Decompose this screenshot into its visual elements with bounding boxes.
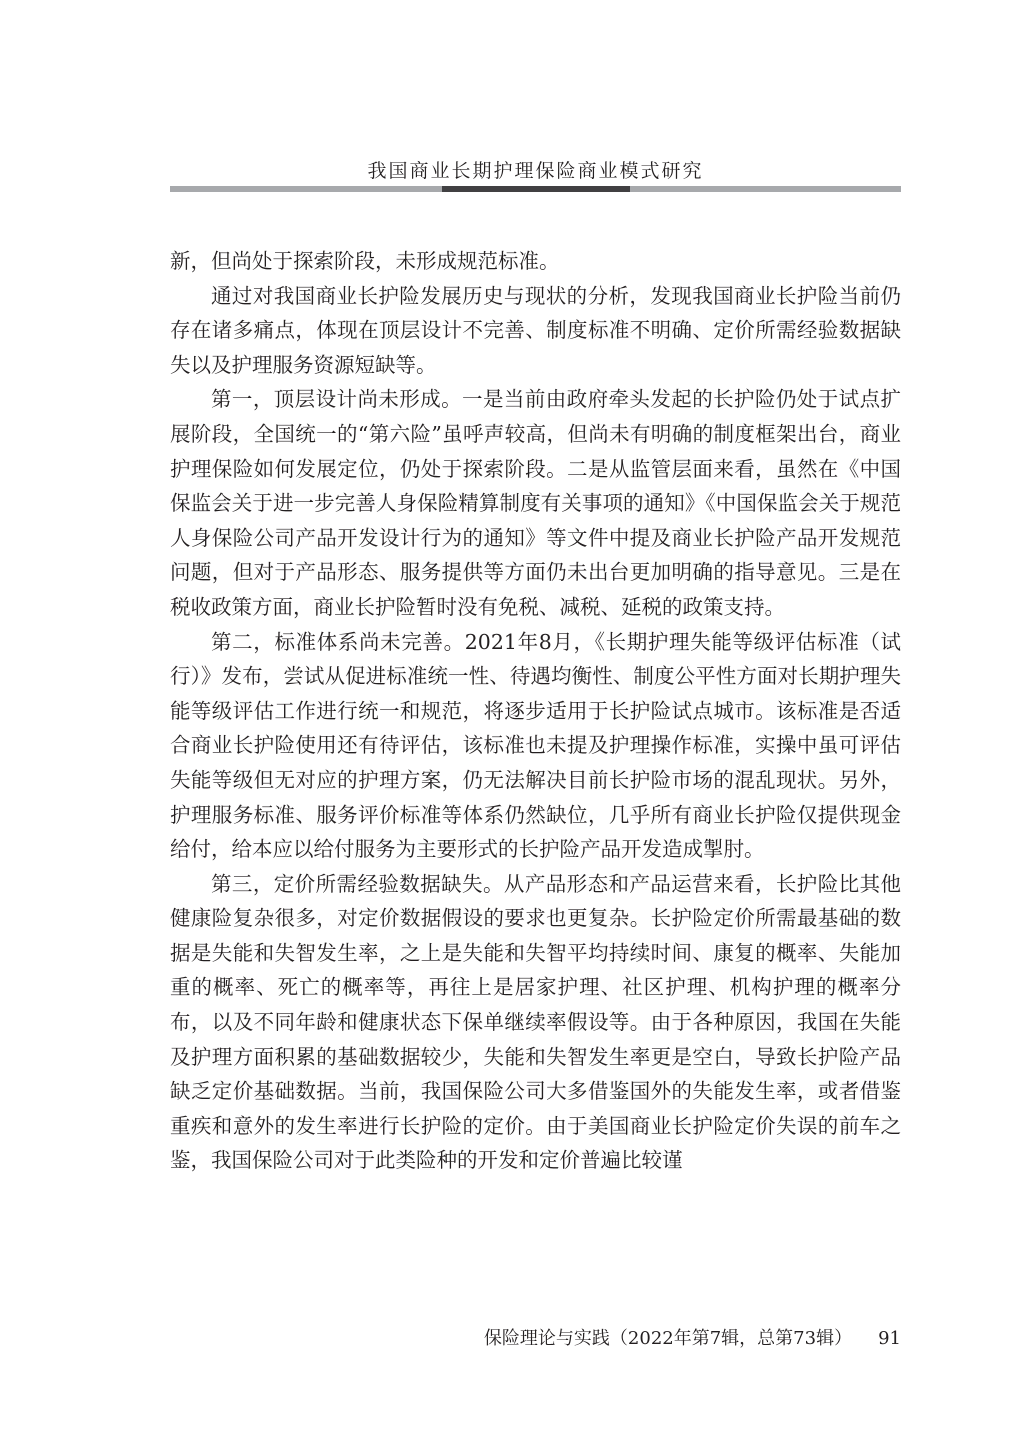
paragraph-pricing-data: 第三，定价所需经验数据缺失。从产品形态和产品运营来看，长护险比其他健康险复杂很多，对定价数据假设的要求也更复杂。长护险定价所需最基础的数据是失能和失智发生率，之上是失能和失智平均持续时间、康复的概率、失能加重的概率、死亡的概率等，再往上是居家护理、社区护理、机构护理的概率分布，以及不同年龄和健康状态下保单继续率假设等。由于各种原因，我国在失能及护理方面积累的基础数据较少，失能和失智发生率更是空白，导致长护险产品缺乏定价基础数据。当前，我国保险公司大多借鉴国外的失能发生率，或者借鉴重疾和意外的发生率进行长护险的定价。由于美国商业长护险定价失误的前车之鉴，我国保险公司对于此类险种的开发和定价普遍比较谨 [170, 871, 901, 1173]
paragraph-continuation: 新，但尚处于探索阶段，未形成规范标准。 [170, 249, 560, 273]
paragraph-top-level-design: 第一，顶层设计尚未形成。一是当前由政府牵头发起的长护险仍处于试点扩展阶段，全国统一的“第六险”虽呼声较高，但尚未有明确的制度框架出台，商业护理保险如何发展定位，仍处于探索阶段。二是从监管层面来看，虽然在《中国保监会关于进一步完善人身保险精算制度有关事项的通知》《中国保监会关于规范人身保险公司产品开发设计行为的通知》等文件中提及商业长护险产品开发规范问题，但对于产品形态、服务提供等方面仍未出台更加明确的指导意见。三是在税收政策方面，商业长护险暂时没有免税、减税、延税的政策支持。 [170, 387, 901, 619]
page-number: 91 [878, 1328, 901, 1349]
body-text [170, 244, 901, 1178]
journal-citation: 保险理论与实践（2022年第7辑，总第73辑） [483, 1328, 853, 1349]
page-footer [170, 1324, 901, 1350]
header-rule-accent [442, 186, 630, 192]
paragraph-pain-points: 通过对我国商业长护险发展历史与现状的分析，发现我国商业长护险当前仍存在诸多痛点，体现在顶层设计不完善、制度标准不明确、定价所需经验数据缺失以及护理服务资源短缺等。 [170, 283, 901, 377]
running-header-title: 我国商业长期护理保险商业模式研究 [367, 160, 704, 182]
paragraph-standard-system: 第二，标准体系尚未完善。2021年8月，《长期护理失能等级评估标准（试行）》发布，尝试从促进标准统一性、待遇均衡性、制度公平性方面对长期护理失能等级评估工作进行统一和规范，将逐步适用于长护险试点城市。该标准是否适合商业长护险使用还有待评估，该标准也未提及护理操作标准，实操中虽可评估失能等级但无对应的护理方案，仍无法解决目前长护险市场的混乱现状。另外，护理服务标准、服务评价标准等体系仍然缺位，几乎所有商业长护险仅提供现金给付，给本应以给付服务为主要形式的长护险产品开发造成掣肘。 [170, 629, 901, 862]
